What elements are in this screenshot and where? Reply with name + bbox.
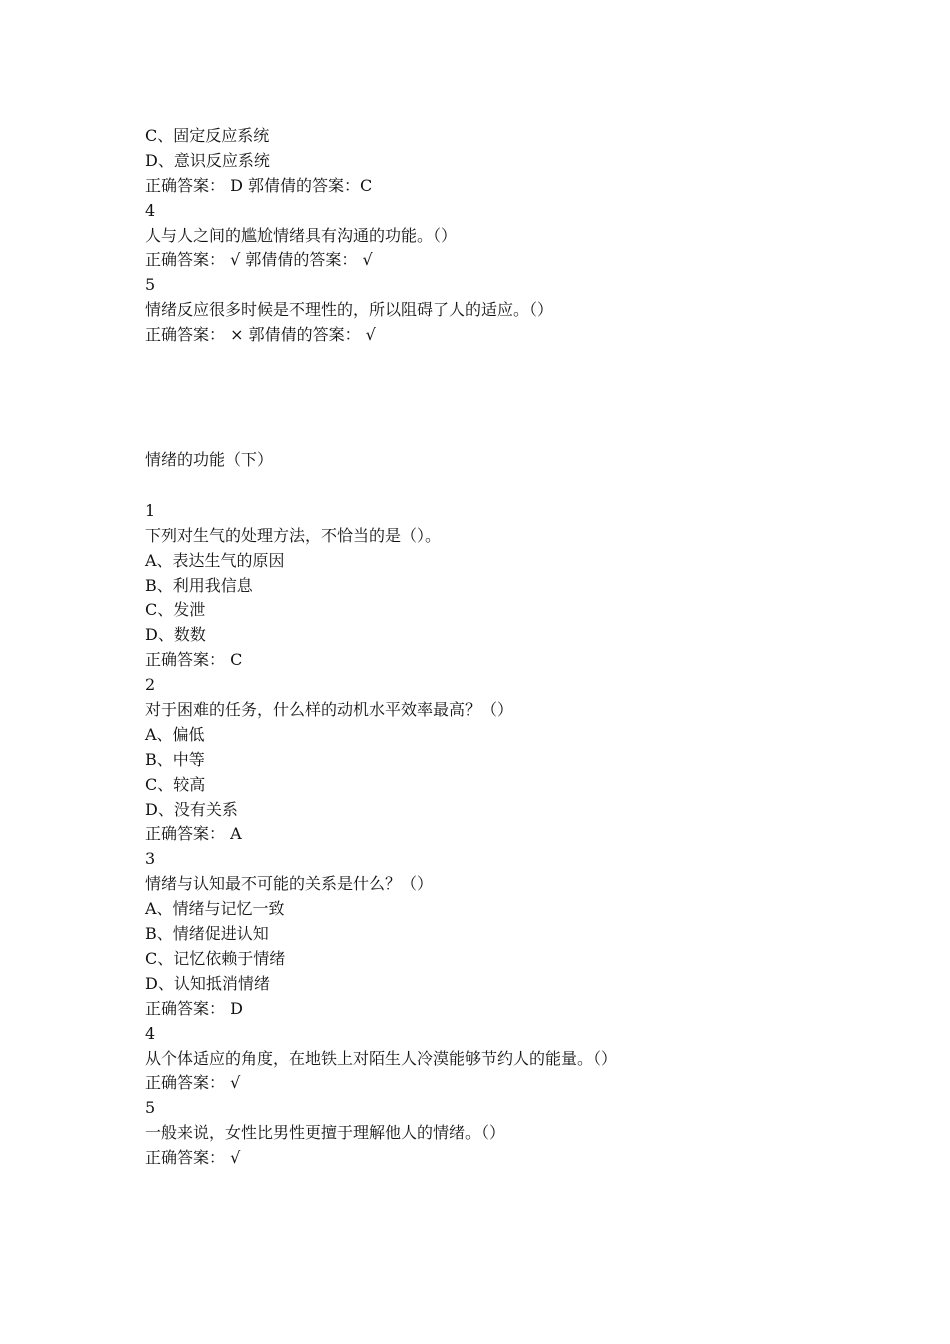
question-number: 3 xyxy=(145,849,156,869)
option-b: B、情绪促进认知 xyxy=(145,924,269,944)
answer-line: 正确答案： D 郭倩倩的答案：C xyxy=(145,175,373,195)
question-stem: 从个体适应的角度，在地铁上对陌生人冷漠能够节约人的能量。（） xyxy=(145,1048,618,1068)
option-a: A、情绪与记忆一致 xyxy=(145,899,285,919)
option-c: C、发泄 xyxy=(145,600,206,620)
previous-section xyxy=(145,124,845,348)
question-stem: 人与人之间的尴尬情绪具有沟通的功能。（） xyxy=(145,225,458,245)
answer-line: 正确答案： √ xyxy=(145,1148,241,1168)
answer-line: 正确答案： D xyxy=(145,998,243,1018)
question-number: 1 xyxy=(145,500,156,520)
question xyxy=(145,1096,845,1171)
answer-line: 正确答案： √ 郭倩倩的答案： √ xyxy=(145,250,373,270)
text-line: D、意识反应系统 xyxy=(145,150,270,170)
option-c: C、记忆依赖于情绪 xyxy=(145,948,286,968)
question-number: 5 xyxy=(145,275,156,295)
answer-line: 正确答案： × 郭倩倩的答案： √ xyxy=(145,325,376,345)
document-page xyxy=(145,124,845,1171)
option-b: B、利用我信息 xyxy=(145,575,253,595)
question-number: 4 xyxy=(145,200,156,220)
question-stem: 对于困难的任务，什么样的动机水平效率最高？（） xyxy=(145,700,514,720)
question-number: 2 xyxy=(145,675,156,695)
question xyxy=(145,847,845,1021)
question xyxy=(145,1022,845,1097)
option-a: A、表达生气的原因 xyxy=(145,550,285,570)
question-stem: 一般来说，女性比男性更擅于理解他人的情绪。（） xyxy=(145,1123,506,1143)
question-number: 4 xyxy=(145,1023,156,1043)
question-stem: 情绪与认知最不可能的关系是什么？（） xyxy=(145,874,434,894)
option-d: D、数数 xyxy=(145,625,206,645)
question-stem: 下列对生气的处理方法，不恰当的是（）。 xyxy=(145,525,442,545)
option-c: C、较高 xyxy=(145,774,206,794)
option-a: A、偏低 xyxy=(145,724,205,744)
option-d: D、认知抵消情绪 xyxy=(145,973,270,993)
question-list xyxy=(145,499,845,1171)
answer-line: 正确答案： √ xyxy=(145,1073,241,1093)
answer-line: 正确答案： C xyxy=(145,650,243,670)
section-title: 情绪的功能（下） xyxy=(145,450,274,470)
question xyxy=(145,499,845,673)
question-stem: 情绪反应很多时候是不理性的，所以阻碍了人的适应。（） xyxy=(145,300,554,320)
question-number: 5 xyxy=(145,1098,156,1118)
answer-line: 正确答案： A xyxy=(145,824,242,844)
question xyxy=(145,673,845,847)
option-d: D、没有关系 xyxy=(145,799,238,819)
option-b: B、中等 xyxy=(145,749,205,769)
text-line: C、固定反应系统 xyxy=(145,126,270,145)
